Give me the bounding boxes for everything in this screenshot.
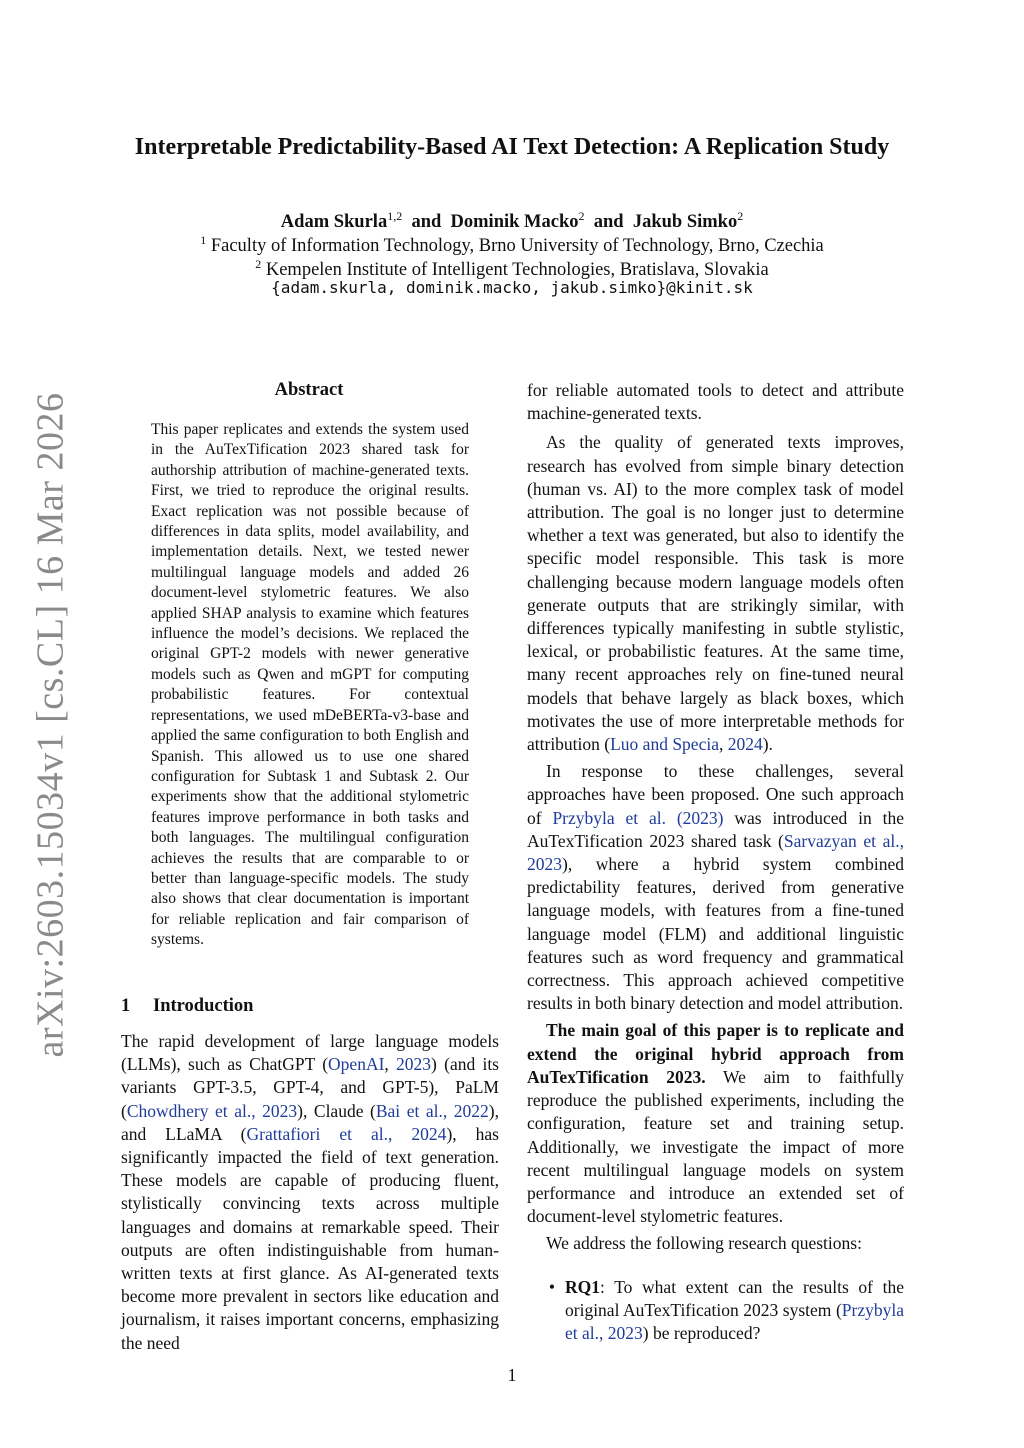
author-name: Jakub Simko <box>632 212 738 233</box>
text-run: ), has significantly impacted the field of text generation. These models are capable of producing fluent, stylistically convincing texts across multiple languages and domains at remarkable speed. Their outputs are often indistinguishable from human-written texts at first glance. As AI-generated texts become more prevalent in sectors like education and journalism, it raises important concerns, emphasizing the need <box>121 1123 499 1353</box>
citation-link[interactable]: 2023 <box>396 1054 432 1075</box>
text-run: , <box>718 734 728 755</box>
rq-label: RQ1 <box>565 1276 600 1297</box>
introduction-left-column <box>121 1030 499 1355</box>
right-column <box>527 379 904 1345</box>
text-run: : To what extent can the results of the original AuTexTification 2023 system ( <box>565 1276 904 1320</box>
research-question-rq1 <box>527 1276 904 1346</box>
affil-mark: 2 <box>255 257 262 271</box>
text-run: was introduced in the AuTexTification 2023 shared task ( <box>527 807 904 851</box>
text-run: We aim to faithfully reproduce the published experiments, including the configuration, feature set and training setup. Additionally, we investigate the impact of more recent multilingual language models on system performance and introduce an extended set of document-level stylometric features. <box>527 1066 904 1227</box>
author-affil-mark: 1,2 <box>387 209 403 223</box>
text-run: ) (and its variants GPT-3.5, GPT-4, and GPT-5), PaLM ( <box>121 1054 499 1121</box>
text-run: ). <box>762 734 773 755</box>
affil-text: Kempelen Institute of Intelligent Technologies, Bratislava, Slovakia <box>265 260 769 281</box>
section-title: Introduction <box>153 996 254 1016</box>
paper-title: Interpretable Predictability-Based AI Text Detection: A Replication Study <box>134 134 890 160</box>
citation-link[interactable]: Luo and Specia <box>610 734 719 755</box>
intro-paragraph-2 <box>527 431 904 756</box>
intro-paragraph-1 <box>121 1030 499 1355</box>
citation-link[interactable]: Chowdhery et al., 2023 <box>126 1100 298 1121</box>
citation-link[interactable]: Grattafiori et al., 2024 <box>246 1123 447 1144</box>
abstract-heading: Abstract <box>274 380 344 400</box>
author-affil-mark: 2 <box>578 209 585 223</box>
affil-mark: 1 <box>200 233 207 247</box>
author-affil-mark: 2 <box>737 209 744 223</box>
intro-paragraph-1-continued: for reliable automated tools to detect and attribute machine-generated texts. <box>527 380 904 424</box>
bold-goal-statement: The main goal of this paper is to replicate and extend the original hybrid approach from AuTexTification 2023. <box>527 1020 904 1087</box>
citation-link[interactable]: Bai et al., 2022 <box>375 1100 489 1121</box>
author-name: Adam Skurla <box>280 212 388 233</box>
text-run: ), and LLaMA ( <box>121 1100 499 1144</box>
author-emails: {adam.skurla, dominik.macko, jakub.simko}@kinit.sk <box>271 278 753 297</box>
citation-link[interactable]: OpenAI <box>328 1054 385 1075</box>
arxiv-identifier: arXiv:2603.15034v1 [cs.CL] 16 Mar 2026 <box>29 392 72 1058</box>
text-run: , <box>384 1054 397 1075</box>
intro-paragraph-5: We address the following research questions: <box>546 1233 862 1254</box>
text-run: The rapid development of large language models (LLMs), such as ChatGPT ( <box>121 1031 499 1075</box>
author-separator: and <box>593 212 624 233</box>
author-separator: and <box>411 212 442 233</box>
intro-paragraph-4 <box>527 1019 904 1228</box>
rq1-text <box>565 1276 904 1346</box>
text-run: ), Claude ( <box>297 1100 376 1121</box>
author-name: Dominik Macko <box>450 212 579 233</box>
abstract-text: This paper replicates and extends the system used in the AuTexTification 2023 shared task for authorship attribution of machine-generated texts. First, we tried to reproduce the original results. Exact replication was not possible because of differences in data splits, model availability, and implementation details. Next, we tested newer multilingual language models and added 26 document-level stylometric features. We also applied SHAP analysis to examine which features influence the model’s decisions. We replaced the original GPT-2 models with newer generative models such as Qwen and mGPT for computing probabilistic features. For contextual representations, we used mDeBERTa-v3-base and applied the same configuration to both English and Spanish. This allowed us to use one shared configuration for Subtask 1 and Subtask 2. Our experiments show that the additional stylometric features improve performance in both tasks and both languages. The multilingual configuration achieves the results that are comparable to or better than language-specific models. The study also shows that clear documentation is important for reliable replication and fair comparison of systems. <box>151 421 469 949</box>
affil-text: Faculty of Information Technology, Brno University of Technology, Brno, Czechia <box>210 236 824 257</box>
citation-link[interactable]: Przybyla et al., 2023 <box>565 1299 904 1343</box>
section-number: 1 <box>121 996 131 1016</box>
section-heading-introduction <box>121 993 497 1019</box>
citation-link[interactable]: 2024 <box>727 734 763 755</box>
text-run: ), where a hybrid system combined predictability features, derived from generative language models, with features from a fine-tuned language model (FLM) and additional linguistic features such as word frequency and grammatical correctness. This approach achieved competitive results in both binary detection and model attribution. <box>527 854 904 1014</box>
text-run: In response to these challenges, several approaches have been proposed. One such approach of <box>527 761 904 828</box>
citation-link[interactable]: Przybyla et al. (2023) <box>552 807 724 828</box>
intro-paragraph-3 <box>527 760 904 1015</box>
abstract-body <box>151 420 469 951</box>
text-run: ) be reproduced? <box>642 1322 761 1343</box>
text-run: As the quality of generated texts improves, research has evolved from simple binary detection (human vs. AI) to the more complex task of model attribution. The goal is no longer just to determine whether a text was generated, but also to identify the specific model responsible. This task is more challenging because modern language models often generate outputs that are strikingly similar, with differences typically manifesting in subtle stylistic, lexical, or probabilistic features. At the same time, many recent approaches rely on fine-tuned neural models that behave largely as black boxes, which motivates the use of more interpretable methods for attribution ( <box>527 432 904 755</box>
bullet-icon: • <box>548 1276 555 1297</box>
page-number: 1 <box>507 1365 517 1385</box>
arxiv-stamp <box>29 392 72 1058</box>
citation-link[interactable]: Sarvazyan et al., 2023 <box>527 830 904 875</box>
